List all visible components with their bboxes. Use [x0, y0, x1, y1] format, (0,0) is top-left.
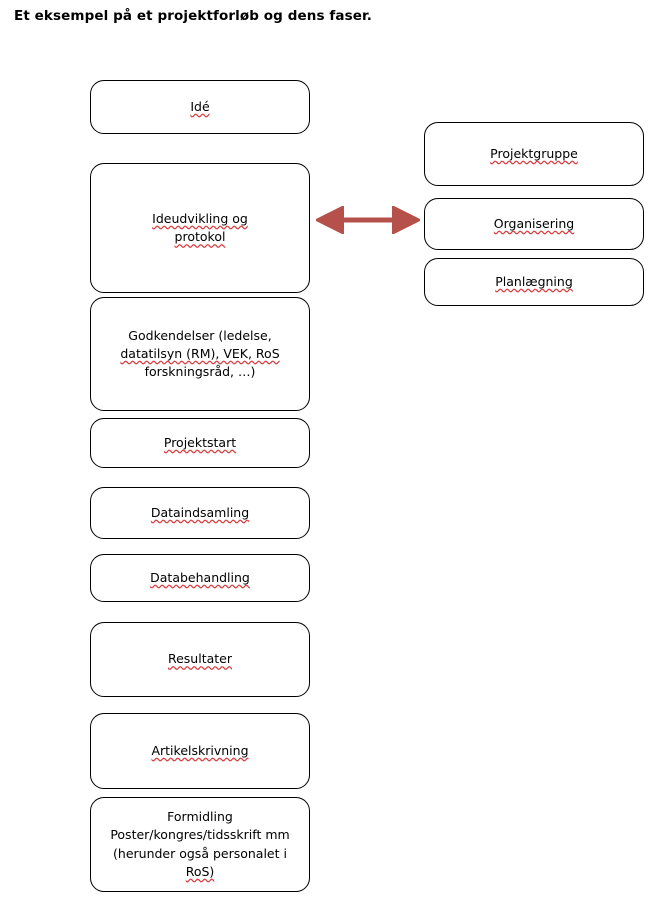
phase-artikelskrivning[interactable]	[90, 713, 310, 789]
node-label	[99, 434, 301, 452]
node-label	[99, 569, 301, 587]
node-label-line: Godkendelser (ledelse,	[128, 327, 272, 343]
node-label	[99, 742, 301, 760]
node-label	[99, 327, 301, 381]
phase-formidling[interactable]	[90, 797, 310, 892]
node-label-line: Ideudvikling og	[152, 210, 248, 226]
node-label	[99, 504, 301, 522]
phase-databehandling[interactable]	[90, 554, 310, 602]
node-label	[433, 145, 635, 163]
node-label-line: protokol	[174, 229, 226, 244]
phase-ideudvikling[interactable]	[90, 163, 310, 293]
node-label-line: Organisering	[493, 215, 575, 231]
phase-resultater[interactable]	[90, 622, 310, 697]
node-label-line: Poster/kongres/tidsskrift mm	[110, 827, 290, 843]
node-label-line: (herunder også personalet i	[113, 845, 287, 861]
node-label	[433, 273, 635, 291]
node-label-line: Dataindsamling	[150, 504, 250, 520]
node-label-line: Projektstart	[163, 434, 237, 450]
phase-projektstart[interactable]	[90, 418, 310, 468]
page-title: Et eksempel på et projektforløb og dens faser.	[14, 8, 373, 24]
node-label-line: Databehandling	[150, 569, 250, 585]
node-label	[99, 650, 301, 668]
node-label-line: datatilsyn (RM), VEK, RoS	[120, 345, 280, 361]
org-organisering[interactable]	[424, 198, 644, 250]
node-label	[99, 808, 301, 881]
node-label-line: Formidling	[167, 809, 233, 825]
node-label-line: RoS)	[185, 863, 215, 879]
double-headed-arrow-icon	[316, 206, 420, 234]
org-projektgruppe[interactable]	[424, 122, 644, 186]
node-label-line: Planlægning	[495, 273, 573, 289]
org-planlaegning[interactable]	[424, 258, 644, 306]
node-label-line: Artikelskrivning	[151, 742, 249, 758]
node-label	[433, 215, 635, 233]
node-label-line: Resultater	[167, 651, 232, 667]
node-label	[99, 210, 301, 246]
node-label	[99, 98, 301, 116]
phase-ide[interactable]	[90, 80, 310, 134]
phase-godkendelser[interactable]	[90, 297, 310, 411]
node-label-line: Idé	[190, 98, 210, 114]
node-label-line: forskningsråd, …)	[144, 364, 256, 380]
node-label-line: Projektgruppe	[490, 145, 578, 161]
phase-dataindsamling[interactable]	[90, 487, 310, 539]
